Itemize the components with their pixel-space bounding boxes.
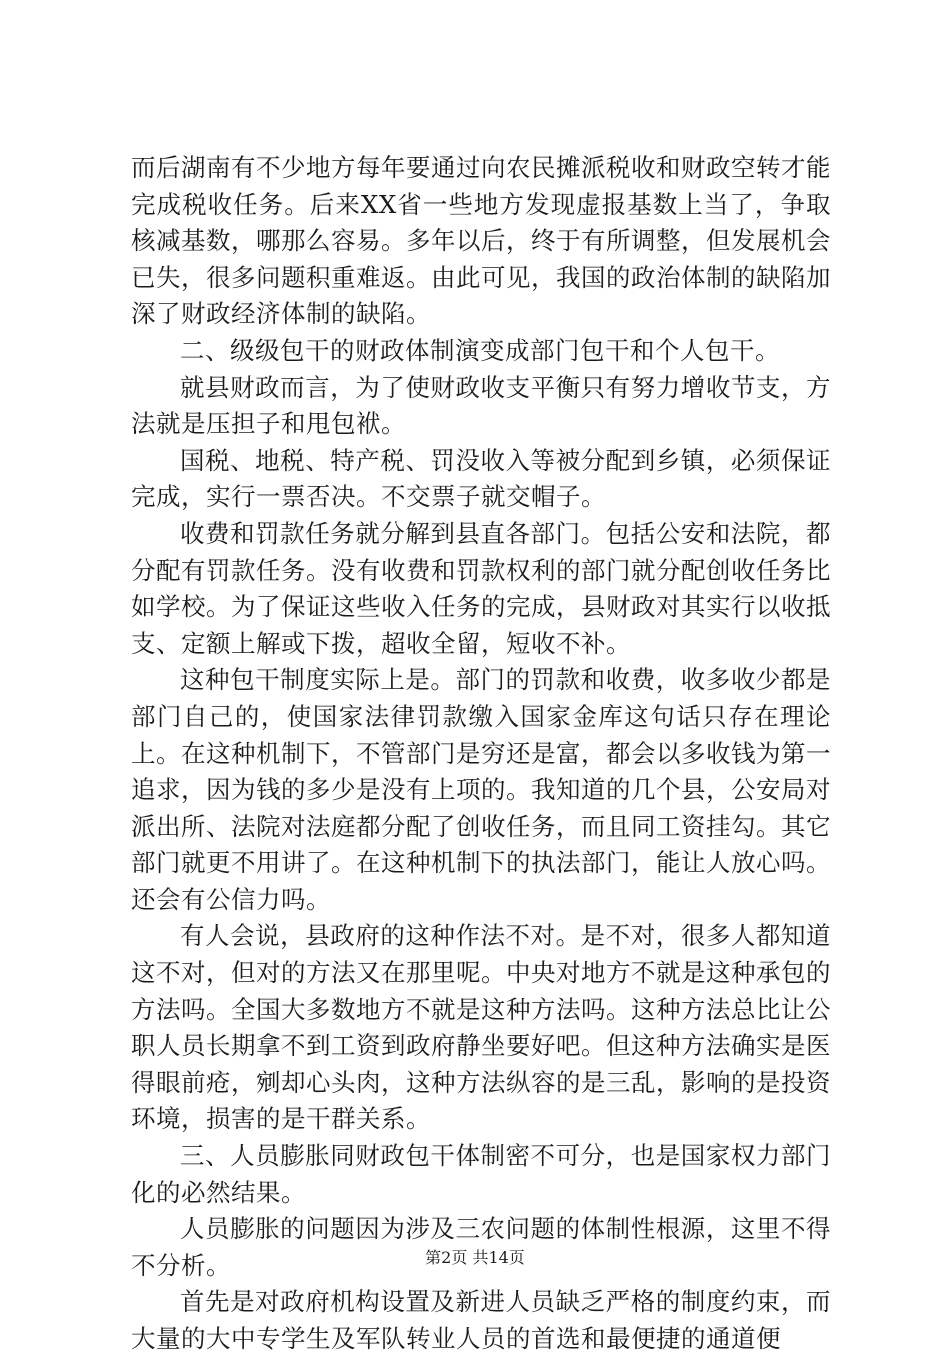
section-heading-2: 二、级级包干的财政体制演变成部门包干和个人包干。: [180, 335, 780, 365]
page-number-footer: 第2页 共14页: [425, 1248, 525, 1267]
paragraph-4: 国税、地税、特产税、罚没收入等被分配到乡镇，必须保证完成，实行一票否决。不交票子就交帽子。: [131, 445, 831, 512]
document-body: [131, 150, 831, 1358]
paragraph-3: 就县财政而言，为了使财政收支平衡只有努力增收节支，方法就是压担子和甩包袱。: [131, 372, 831, 439]
paragraph-6: 这种包干制度实际上是。部门的罚款和收费，收多收少都是部门自己的，使国家法律罚款缴入国家金库这句话只存在理论上。在这种机制下，不管部门是穷还是富，都会以多收钱为第一追求，因为钱的多少是没有上项的。我知道的几个县，公安局对派出所、法院对法庭都分配了创收任务，而且同工资挂勾。其它部门就更不用讲了。在这种机制下的执法部门，能让人放心吗。还会有公信力吗。: [131, 665, 831, 914]
paragraph-7: 有人会说，县政府的这种作法不对。是不对，很多人都知道这不对，但对的方法又在那里呢。中央对地方不就是这种承包的方法吗。全国大多数地方不就是这种方法吗。这种方法总比让公职人员长期拿不到工资到政府静坐要好吧。但这种方法确实是医得眼前疮，剜却心头肉，这种方法纵容的是三乱，影响的是投资环境，损害的是干群关系。: [131, 921, 831, 1134]
section-heading-3: 三、人员膨胀同财政包干体制密不可分，也是国家权力部门化的必然结果。: [131, 1141, 831, 1207]
paragraph-5: 收费和罚款任务就分解到县直各部门。包括公安和法院，都分配有罚款任务。没有收费和罚款权利的部门就分配创收任务比如学校。为了保证这些收入任务的完成，县财政对其实行以收抵支、定额上解或下拨，超收全留，短收不补。: [131, 518, 831, 658]
paragraph-1: 而后湖南有不少地方每年要通过向农民摊派税收和财政空转才能完成税收任务。后来XX省一些地方发现虚报基数上当了，争取核减基数，哪那么容易。多年以后，终于有所调整，但发展机会已失，很多问题积重难返。由此可见，我国的政治体制的缺陷加深了财政经济体制的缺陷。: [131, 153, 831, 329]
paragraph-10: 首先是对政府机构设置及新进人员缺乏严格的制度约束，而大量的大中专学生及军队转业人员的首选和最便捷的通道便: [131, 1287, 831, 1353]
paragraph-9: 人员膨胀的问题因为涉及三农问题的体制性根源，这里不得不分析。: [131, 1214, 831, 1280]
